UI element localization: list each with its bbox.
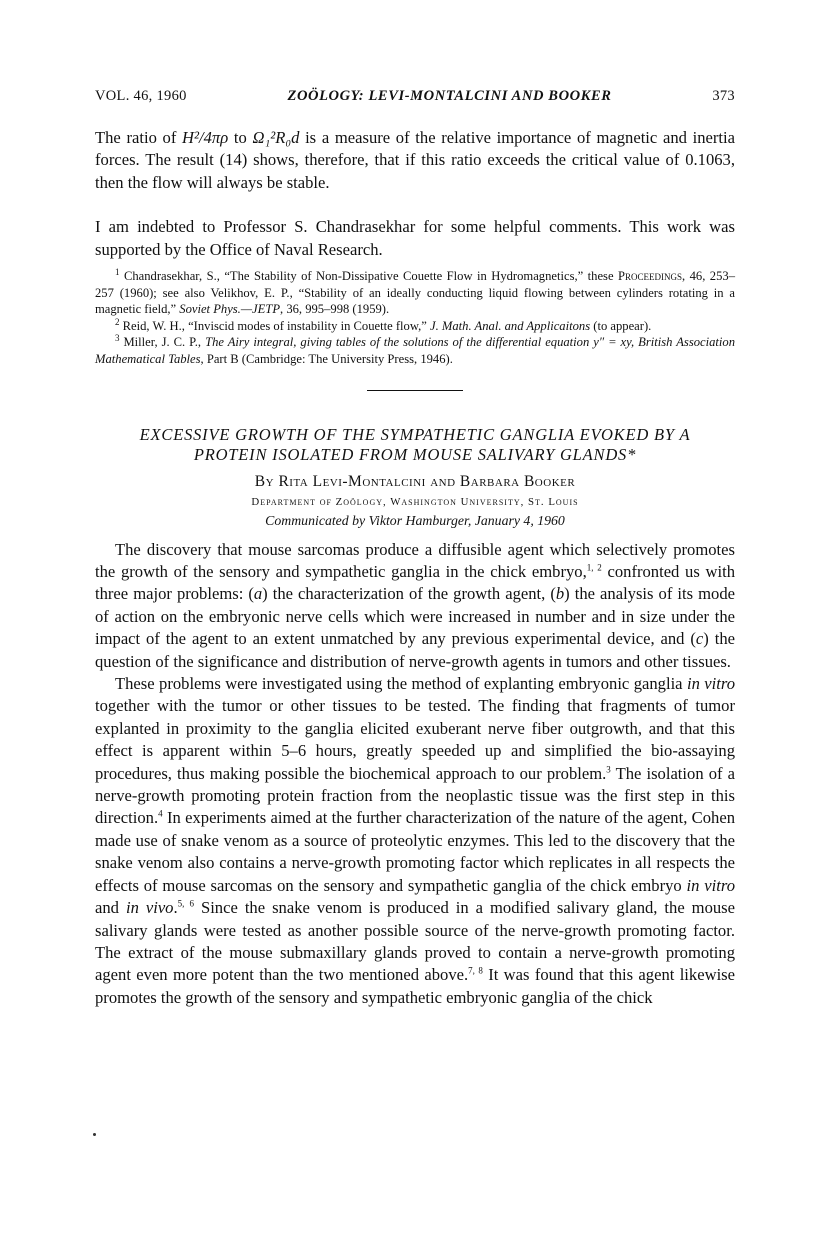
page-number: 373 <box>712 88 735 104</box>
volume-info: VOL. 46, 1960 <box>95 88 187 104</box>
footnote-2: $^2$ Reid, W. H., “Inviscid modes of instability in Couette flow,” J. Math. Anal. and Applicaitons (to appear). <box>115 316 652 333</box>
footnote-3: $^3$ Miller, J. C. P., The Airy integral, giving tables of the solutions of the differential equation y″ = xy, British Association Mathematical Tables, Part B (Cambridge: The University Press, 1946). <box>95 333 735 366</box>
formula-magnetic: H²/4πρ <box>182 128 229 147</box>
paragraph-2: These problems were investigated using the method of explanting embryonic ganglia in vitro together with the tumor or other tissues to be tested. The finding that fragments of tumor explanted in proximity to the ganglia elicited exuberant nerve fiber outgrowth, and that this effect is apparent within 5–6 hours, greatly speeded up and simplified the bio-assaying procedures, thus making possible the biochemical approach to our problem.$^3$ The isolation of a nerve-growth promoting protein fraction from the neoplastic tissue was the first step in this direction.$^4$ In experiments aimed at the further characterization of the nature of the agent, Cohen made use of snake venom as a source of proteolytic enzymes. This led to the discovery that the snake venom also contains a nerve-growth promoting factor which replicates in all respects the effects of mouse sarcomas on the sensory and sympathetic ganglia of the chick embryo in vitro and in vivo.$^{5, 6}$ Since the snake venom is produced in a modified salivary gland, the mouse salivary glands were tested as another possible source of the nerve-growth promoting factor. The extract of the mouse submaxillary glands proved to contain a nerve-growth promoting agent even more potent than the two mentioned above.$^{7, 8}$ It was found that this agent likewise promotes the growth of the sensory and sympathetic embryonic ganglia of the chick <box>95 674 736 1007</box>
footnote-1: $^1$ Chandrasekhar, S., “The Stability of Non-Dissipative Couette Flow in Hydromagnetics,” these Proceedings, 46, 253–257 (1960); see also Velikhov, E. P., “Stability of an ideally conducting liquid flowing between cylinders rotating in a magnetic field,” Soviet Phys.—JETP, 36, 995–998 (1959). <box>95 266 735 317</box>
section-divider <box>367 390 463 391</box>
footnotes <box>95 268 735 368</box>
article-title: EXCESSIVE GROWTH OF THE SYMPATHETIC GANGLIA EVOKED BY A PROTEIN ISOLATED FROM MOUSE SALIVARY GLANDS* <box>139 424 691 464</box>
acknowledgment: I am indebted to Professor S. Chandrasekhar for some helpful comments. This work was supported by the Office of Naval Research. <box>95 217 735 259</box>
running-title: ZOÖLOGY: LEVI-MONTALCINI AND BOOKER <box>287 88 612 104</box>
communicated-by: Communicated by Viktor Hamburger, January 4, 1960 <box>265 512 565 528</box>
author-byline: By Rita Levi-Montalcini and Barbara Booker <box>254 472 576 490</box>
scan-speck <box>93 1133 96 1136</box>
paragraph-1: The discovery that mouse sarcomas produce a diffusible agent which selectively promotes the growth of the sensory and sympathetic ganglia in the chick embryo,$^{1, 2}$ confronted us with three major problems: (a) the characterization of the growth agent, (b) the analysis of its mode of action on the embryonic nerve cells which were increased in number and in size under the impact of the agent to an extent unmatched by any previous experimental device, and (c) the question of the significance and distribution of nerve-growth agents in tumors and other tissues. <box>95 539 736 671</box>
formula-inertia: Ω₁²R₀d <box>252 128 300 147</box>
author-affiliation: Department of Zoölogy, Washington University, St. Louis <box>251 495 579 508</box>
running-header <box>95 88 735 108</box>
journal-page <box>95 88 735 1009</box>
closing-paragraph: The ratio of H²/4πρ to Ω₁²R₀d is a measure of the relative importance of magnetic and inertia forces. The result (14) shows, therefore, that if this ratio exceeds the critical value of 0.1063, then the flow will always be stable. <box>95 128 735 192</box>
